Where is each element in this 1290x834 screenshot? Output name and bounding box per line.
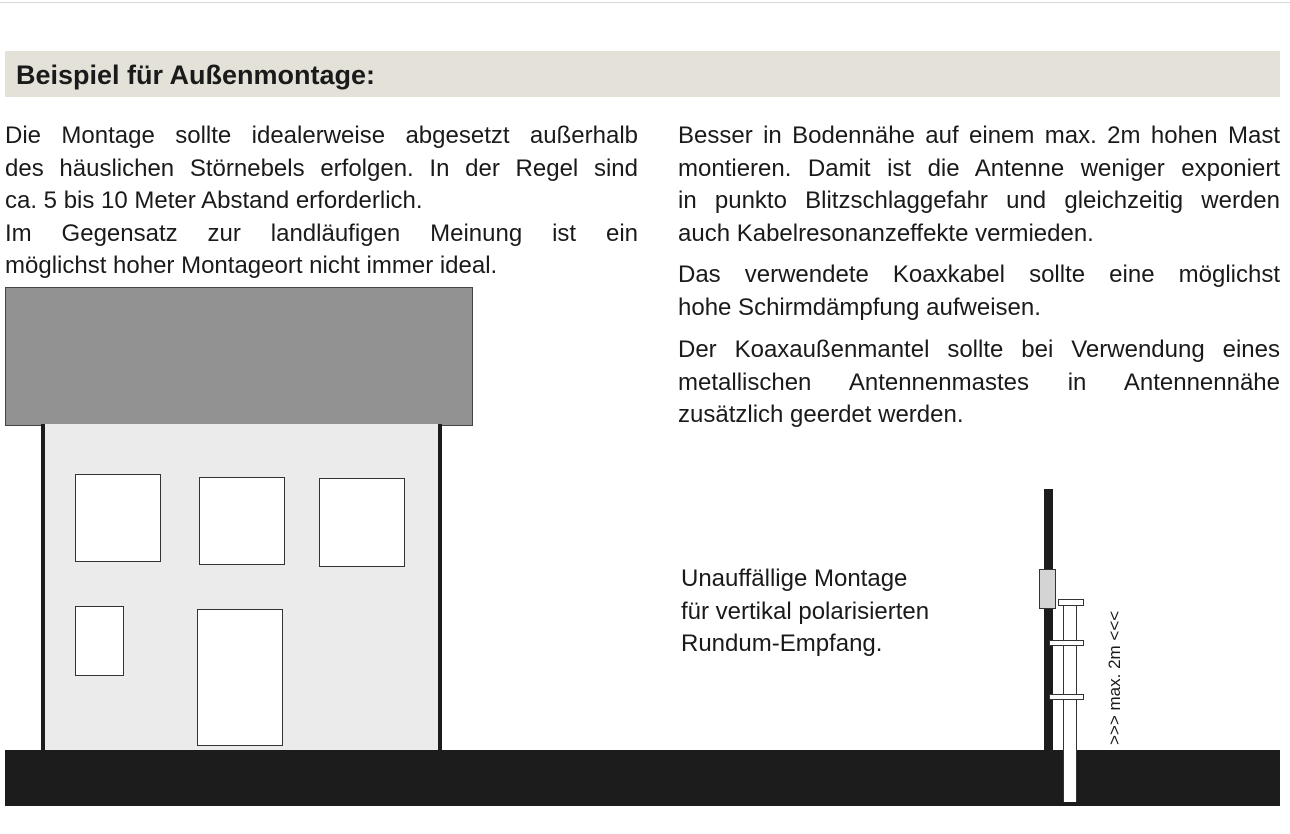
text-line: zusätzlich geerdet werden. [678, 401, 964, 428]
mast-height-label: >>> max. 2m <<< [1105, 610, 1124, 745]
illustration-caption [681, 563, 971, 661]
text-line: Die Montage sollte idealerweise abgesetzt außerhalb [5, 122, 638, 149]
text-line: des häuslichen Störnebels erfolgen. In der Regel sind [5, 154, 638, 182]
mast-clamp [1049, 694, 1084, 700]
right-paragraph-2 [678, 259, 1280, 324]
text-line: möglichst hoher Montageort nicht immer ideal. [5, 252, 498, 279]
top-divider [0, 2, 1290, 3]
house-small-window [75, 606, 124, 676]
antenna-housing [1039, 569, 1056, 609]
caption-line: Unauffällige Montage [681, 565, 908, 592]
text-line: metallischen Antennenmastes in Antennennähe [678, 368, 1280, 396]
house-roof [5, 287, 473, 426]
text-line: Das verwendete Koaxkabel sollte eine möglichst [678, 261, 1280, 288]
caption-line: für vertikal polarisierten [681, 597, 930, 625]
mast-clamp [1049, 640, 1084, 646]
antenna-mast [1063, 604, 1077, 802]
text-line: in punkto Blitzschlaggefahr und gleichzeitig werden [678, 187, 1280, 214]
house-door [197, 609, 283, 746]
antenna-rod [1044, 489, 1053, 751]
text-line: Der Koaxaußenmantel sollte bei Verwendung eines [678, 336, 1280, 363]
mast-clamp [1058, 599, 1084, 606]
section-title: Beispiel für Außenmontage: [16, 60, 376, 90]
section-header [5, 51, 1280, 97]
house-window [75, 474, 161, 562]
house-window [319, 478, 405, 567]
caption-line: Rundum-Empfang. [681, 630, 883, 657]
text-line: hohe Schirmdämpfung aufweisen. [678, 293, 1041, 321]
house-window [199, 477, 285, 565]
right-paragraph-1 [678, 120, 1280, 250]
ground [5, 750, 1280, 806]
text-line: ca. 5 bis 10 Meter Abstand erforderlich. [5, 187, 423, 214]
text-line: Besser in Bodennähe auf einem max. 2m hohen Mast [678, 122, 1280, 149]
text-line: Im Gegensatz zur landläufigen Meinung ist ein [5, 219, 638, 247]
right-paragraph-3 [678, 334, 1280, 432]
text-line: auch Kabelresonanzeffekte vermieden. [678, 219, 1094, 247]
left-paragraph [5, 120, 638, 283]
text-line: montieren. Damit ist die Antenne weniger exponiert [678, 154, 1280, 182]
